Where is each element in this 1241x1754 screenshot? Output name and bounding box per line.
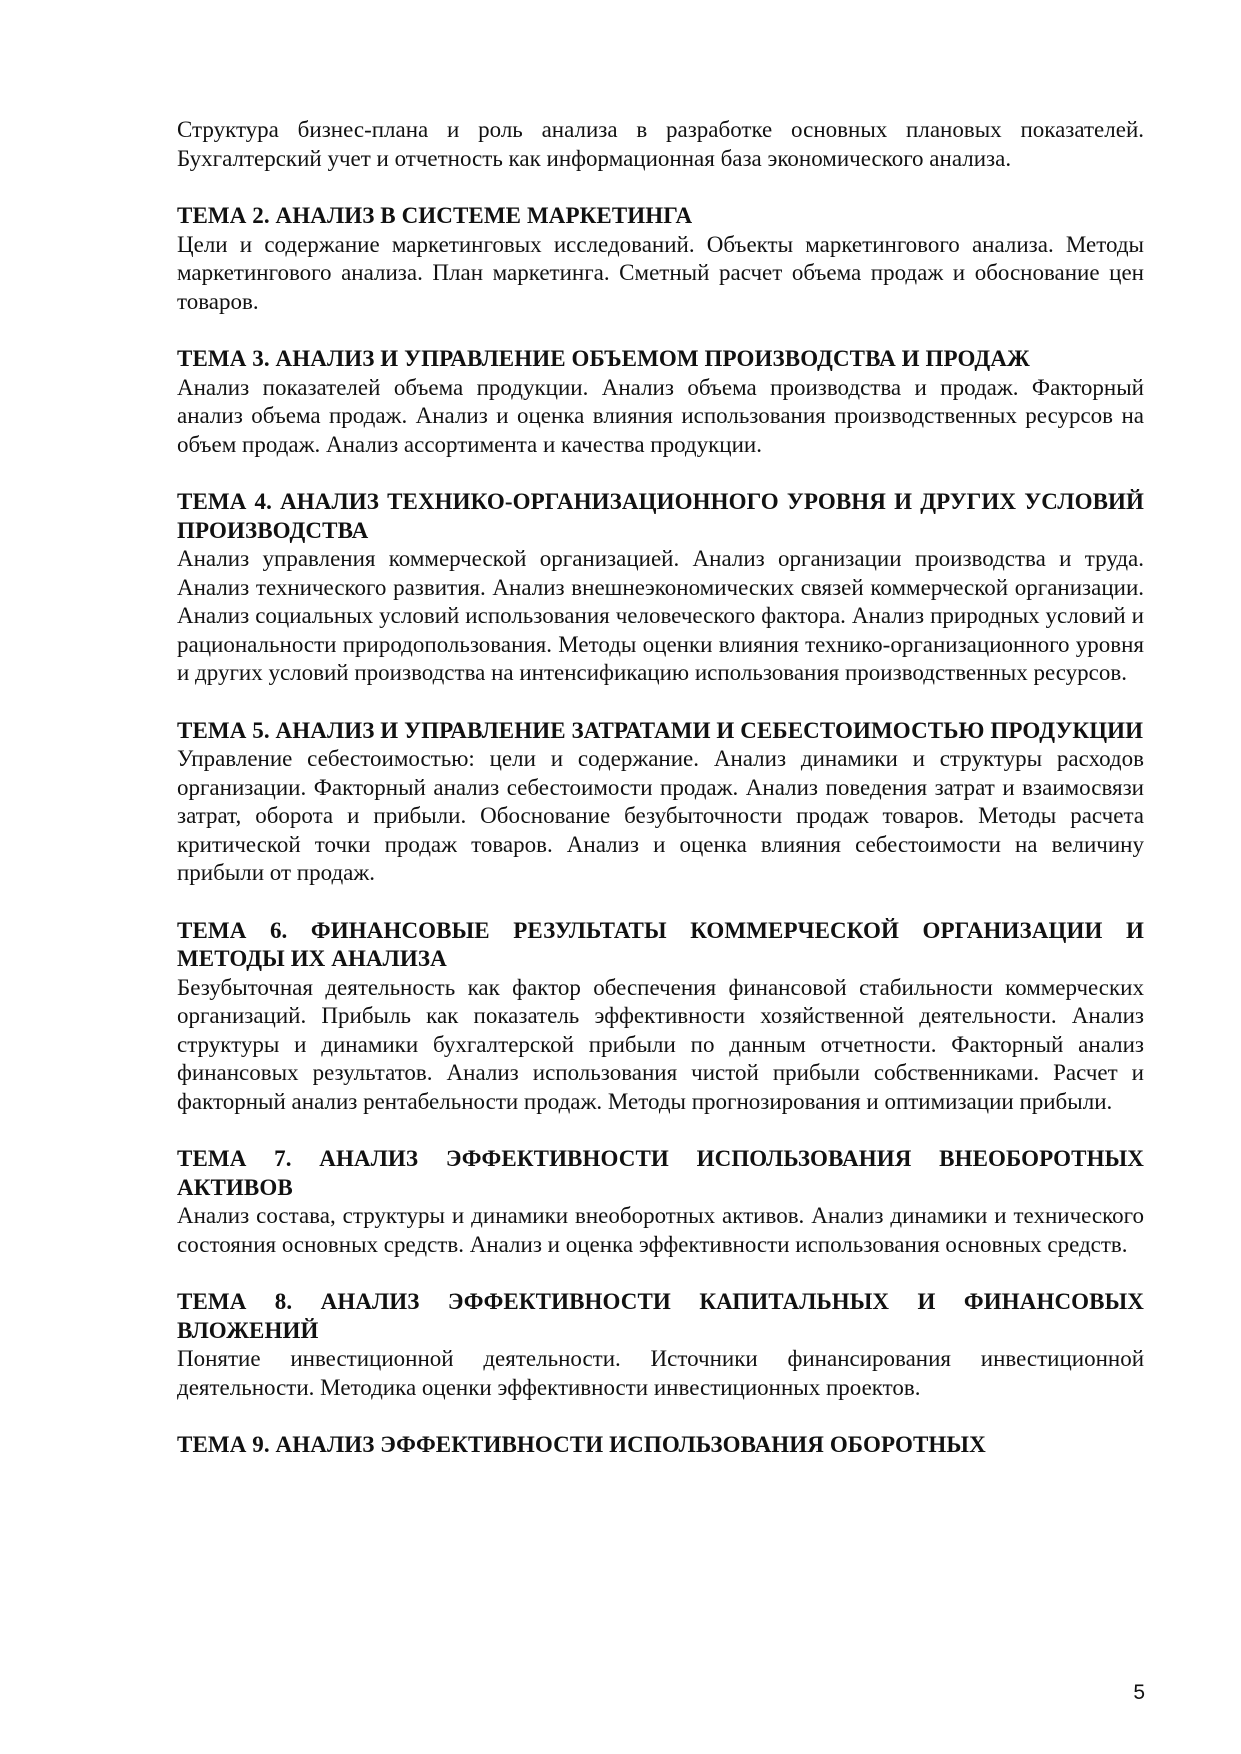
section-tema-7: [177, 1145, 1144, 1259]
page-number: 5: [1133, 1681, 1145, 1704]
section-body: Анализ управления коммерческой организацией. Анализ организации производства и труда. Анализ технического развития. Анализ внешнеэкономических связей коммерческой организации. Анализ социальных условий использования человеческого фактора. Анализ природных условий и рациональности природопользования. Методы оценки влияния технико-организационного уровня и других условий производства на интенсификацию использования производственных ресурсов.: [177, 546, 1144, 685]
section-heading: ТЕМА 8. АНАЛИЗ ЭФФЕКТИВНОСТИ КАПИТАЛЬНЫХ И ФИНАНСОВЫХ ВЛОЖЕНИЙ: [177, 1289, 1144, 1343]
section-body: Анализ показателей объема продукции. Анализ объема производства и продаж. Факторный анализ объема продаж. Анализ и оценка влияния использования производственных ресурсов на объем продаж. Анализ ассортимента и качества продукции.: [177, 374, 1144, 457]
section-body: Понятие инвестиционной деятельности. Источники финансирования инвестиционной деятельности. Методика оценки эффективности инвестиционных проектов.: [177, 1346, 1144, 1400]
section-heading: ТЕМА 7. АНАЛИЗ ЭФФЕКТИВНОСТИ ИСПОЛЬЗОВАНИЯ ВНЕОБОРОТНЫХ АКТИВОВ: [177, 1146, 1144, 1200]
section-body: Управление себестоимостью: цели и содержание. Анализ динамики и структуры расходов организации. Факторный анализ себестоимости продаж. Анализ поведения затрат и взаимосвязи затрат, оборота и прибыли. Обоснование безубыточности продаж товаров. Методы расчета критической точки продаж товаров. Анализ и оценка влияния себестоимости на величину прибыли от продаж.: [177, 746, 1144, 885]
section-heading: ТЕМА 3. АНАЛИЗ И УПРАВЛЕНИЕ ОБЪЕМОМ ПРОИЗВОДСТВА И ПРОДАЖ: [177, 346, 1030, 371]
section-heading: ТЕМА 6. ФИНАНСОВЫЕ РЕЗУЛЬТАТЫ КОММЕРЧЕСКОЙ ОРГАНИЗАЦИИ И МЕТОДЫ ИХ АНАЛИЗА: [177, 917, 1144, 971]
section-heading: ТЕМА 4. АНАЛИЗ ТЕХНИКО-ОРГАНИЗАЦИОННОГО УРОВНЯ И ДРУГИХ УСЛОВИЙ ПРОИЗВОДСТВА: [177, 489, 1144, 543]
section-tema-5: [177, 717, 1144, 888]
section-tema-8: [177, 1288, 1144, 1402]
section-heading: ТЕМА 5. АНАЛИЗ И УПРАВЛЕНИЕ ЗАТРАТАМИ И СЕБЕСТОИМОСТЬЮ ПРОДУКЦИИ: [177, 717, 1144, 743]
document-page: [177, 116, 1144, 1460]
section-body: Цели и содержание маркетинговых исследований. Объекты маркетингового анализа. Методы маркетингового анализа. План маркетинга. Сметный расчет объема продаж и обоснование цен товаров.: [177, 231, 1144, 314]
section-tema-6: [177, 917, 1144, 1117]
section-body: Анализ состава, структуры и динамики внеоборотных активов. Анализ динамики и технического состояния основных средств. Анализ и оценка эффективности использования основных средств.: [177, 1203, 1144, 1257]
section-tema-4: [177, 488, 1144, 688]
section-tema-3: [177, 345, 1144, 459]
section-body: Безубыточная деятельность как фактор обеспечения финансовой стабильности коммерческих организаций. Прибыль как показатель эффективности хозяйственной деятельности. Анализ структуры и динамики бухгалтерской прибыли по данным отчетности. Факторный анализ финансовых результатов. Анализ использования чистой прибыли собственниками. Расчет и факторный анализ рентабельности продаж. Методы прогнозирования и оптимизации прибыли.: [177, 974, 1144, 1114]
section-heading: ТЕМА 2. АНАЛИЗ В СИСТЕМЕ МАРКЕТИНГА: [177, 203, 693, 228]
section-heading: ТЕМА 9. АНАЛИЗ ЭФФЕКТИВНОСТИ ИСПОЛЬЗОВАНИЯ ОБОРОТНЫХ: [177, 1432, 986, 1457]
section-tema-9: [177, 1431, 1144, 1460]
intro-paragraph: Структура бизнес-плана и роль анализа в разработке основных плановых показателей. Бухгалтерский учет и отчетность как информационная база экономического анализа.: [177, 117, 1144, 171]
section-tema-2: [177, 202, 1144, 316]
